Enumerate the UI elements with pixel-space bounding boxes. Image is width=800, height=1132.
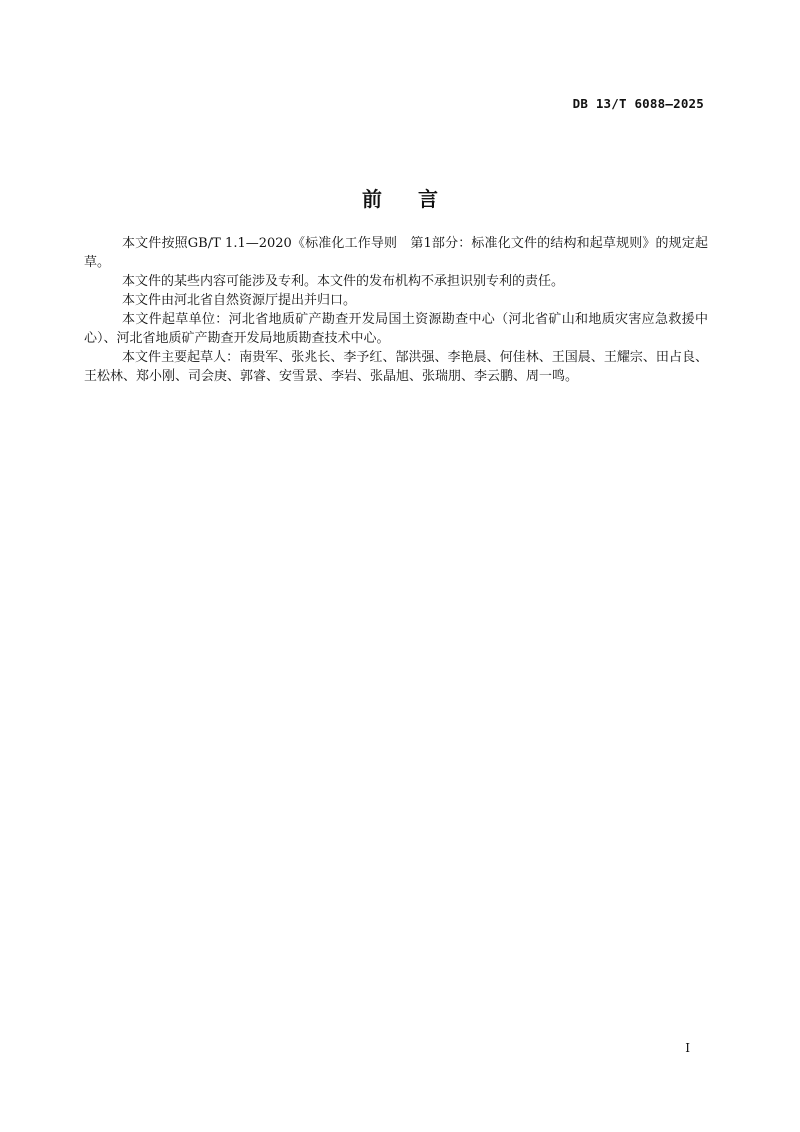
title-char-1: 前 <box>362 187 382 211</box>
paragraph-drafting-rules: 本文件按照GB/T 1.1—2020《标准化工作导则 第1部分：标准化文件的结构和起草规则》的规定起草。 <box>84 236 708 270</box>
standard-code: DB 13/T 6088—2025 <box>572 96 704 111</box>
paragraph-drafters: 本文件主要起草人：南贵军、张兆长、李予红、郜洪强、李艳晨、何佳林、王国晨、王耀宗、田占良、王松林、郑小刚、司会庚、郭睿、安雪景、李岩、张晶旭、张瑞朋、李云鹏、周一鸣。 <box>84 350 708 384</box>
page-title <box>0 183 800 212</box>
foreword-body <box>84 234 708 386</box>
paragraph-patent-notice: 本文件的某些内容可能涉及专利。本文件的发布机构不承担识别专利的责任。 <box>122 274 565 289</box>
page-number: I <box>685 1041 690 1055</box>
paragraph-drafting-units: 本文件起草单位：河北省地质矿产勘查开发局国土资源勘查中心（河北省矿山和地质灾害应急救援中心）、河北省地质矿产勘查开发局地质勘查技术中心。 <box>84 312 708 346</box>
paragraph-proposer: 本文件由河北省自然资源厅提出并归口。 <box>122 293 357 308</box>
title-char-2: 言 <box>418 187 438 211</box>
